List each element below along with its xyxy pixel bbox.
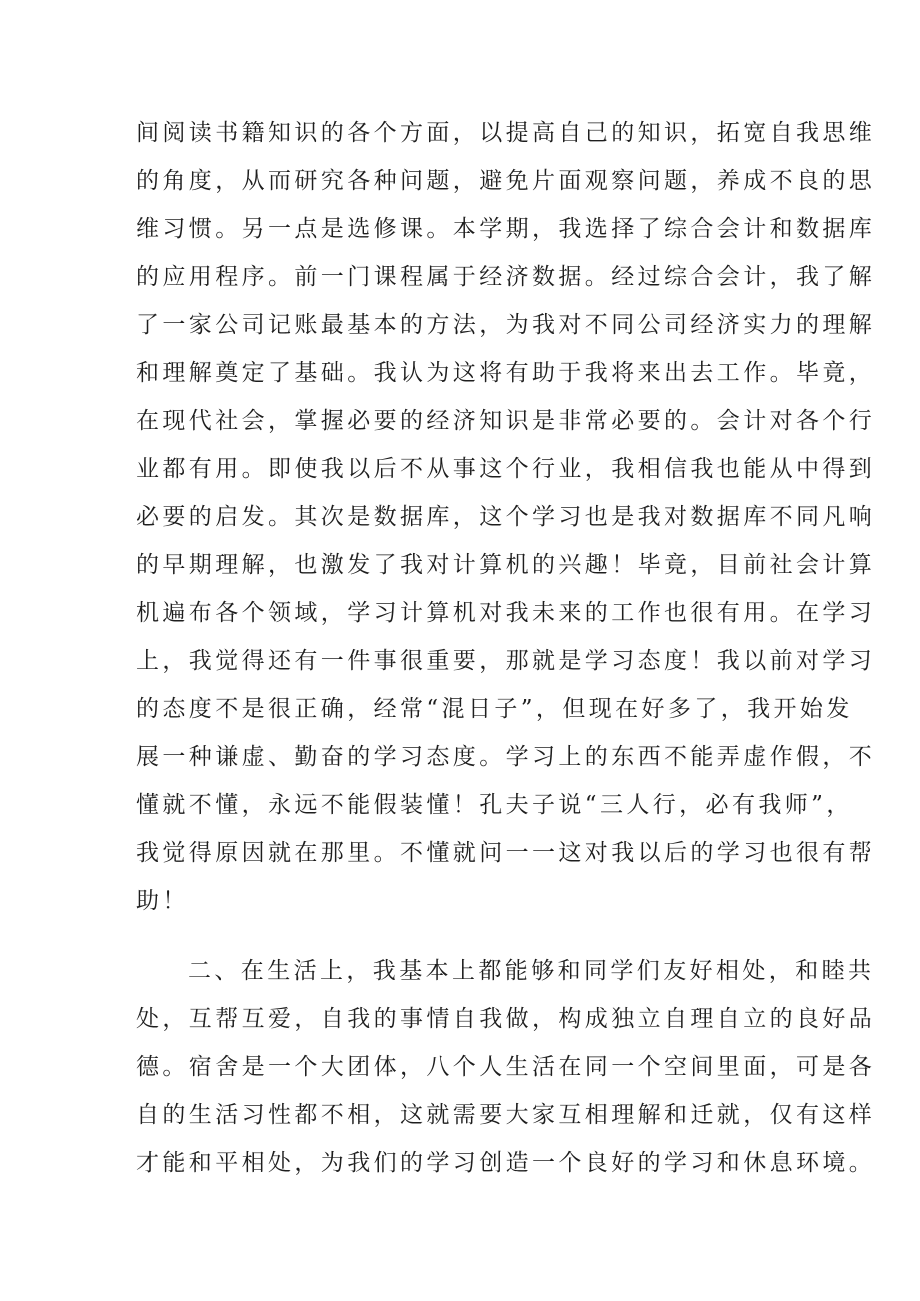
paragraph-line: 的角度，从而研究各种问题，避免片面观察问题，养成不良的思 — [136, 168, 876, 194]
paragraph-line: 的态度不是很正确，经常“混日子”，但现在好多了，我开始发 — [136, 696, 853, 722]
paragraph-line: 懂就不懂，永远不能假装懂！孔夫子说“三人行，必有我师”， — [136, 792, 853, 818]
paragraph-line: 的应用程序。前一门课程属于经济数据。经过综合会计，我了解 — [136, 264, 876, 290]
paragraph-line: 处，互帮互爱，自我的事情自我做，构成独立自理自立的良好品 — [136, 1006, 876, 1032]
paragraph-line: 业都有用。即使我以后不从事这个行业，我相信我也能从中得到 — [136, 456, 876, 482]
paragraph-line: 我觉得原因就在那里。不懂就问一一这对我以后的学习也很有帮 — [136, 840, 876, 866]
paragraph-line: 才能和平相处，为我们的学习创造一个良好的学习和休息环境。 — [136, 1150, 876, 1176]
paragraph-line: 自的生活习性都不相，这就需要大家互相理解和迁就，仅有这样 — [136, 1102, 876, 1128]
paragraph-line-indented: 二、在生活上，我基本上都能够和同学们友好相处，和睦共 — [188, 958, 875, 984]
paragraph-line: 和理解奠定了基础。我认为这将有助于我将来出去工作。毕竟， — [136, 360, 876, 386]
paragraph-line: 的早期理解，也激发了我对计算机的兴趣！毕竟，目前社会计算 — [136, 552, 876, 578]
paragraph-line: 德。宿舍是一个大团体，八个人生活在同一个空间里面，可是各 — [136, 1054, 876, 1080]
paragraph-line: 展一种谦虚、勤奋的学习态度。学习上的东西不能弄虚作假，不 — [136, 744, 876, 770]
paragraph-line: 必要的启发。其次是数据库，这个学习也是我对数据库不同凡响 — [136, 504, 876, 530]
paragraph-line: 助！ — [136, 888, 189, 914]
paragraph-line: 在现代社会，掌握必要的经济知识是非常必要的。会计对各个行 — [136, 408, 876, 434]
paragraph-line: 了一家公司记账最基本的方法，为我对不同公司经济实力的理解 — [136, 312, 876, 338]
paragraph-line: 机遍布各个领域，学习计算机对我未来的工作也很有用。在学习 — [136, 600, 876, 626]
paragraph-line: 维习惯。另一点是选修课。本学期，我选择了综合会计和数据库 — [136, 216, 876, 242]
paragraph-line: 间阅读书籍知识的各个方面，以提高自己的知识，拓宽自我思维 — [136, 120, 876, 146]
paragraph-line: 上，我觉得还有一件事很重要，那就是学习态度！我以前对学习 — [136, 648, 876, 674]
